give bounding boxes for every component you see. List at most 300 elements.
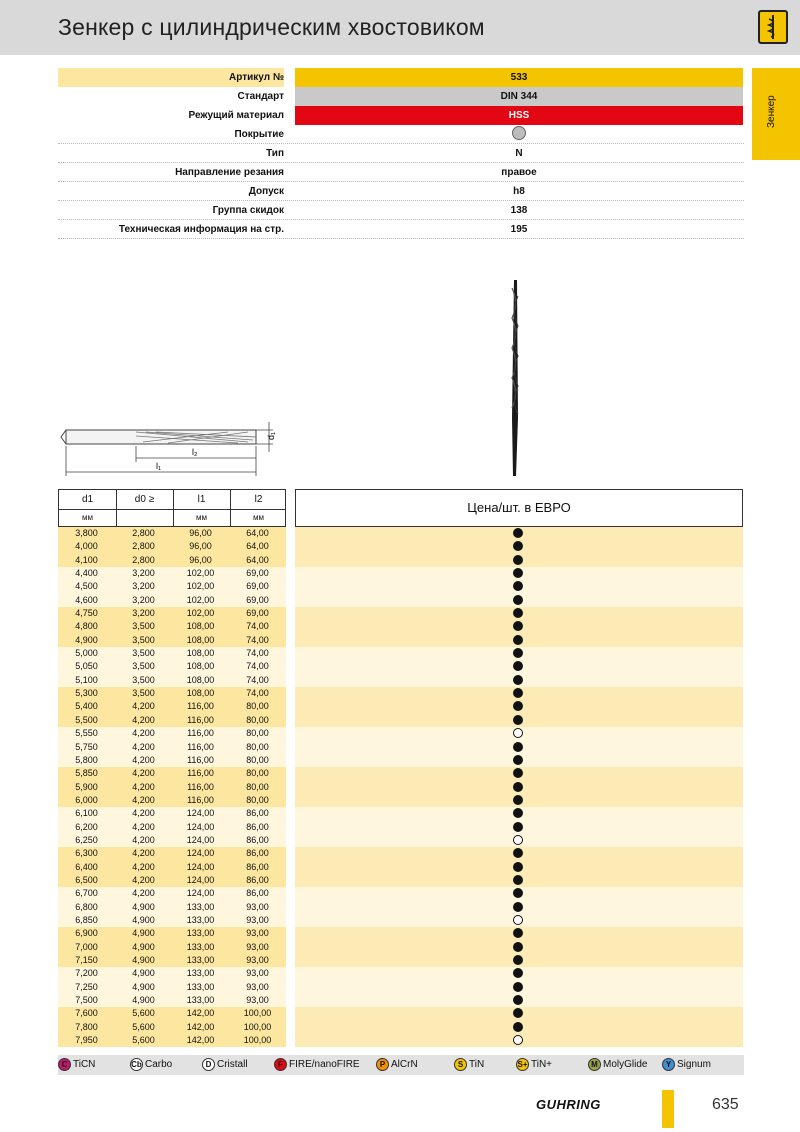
legend-label: Carbo [145,1059,173,1071]
cell-d0: 4,200 [132,714,155,725]
cell-l2: 100,00 [243,1008,272,1019]
table-row[interactable] [58,767,744,780]
cell-l1: 133,00 [186,981,215,992]
cell-d1: 5,800 [75,754,98,765]
cell-d1: 6,200 [75,821,98,832]
in-stock-dot-icon [513,942,523,952]
spec-value: 533 [295,68,743,87]
column-header-l2: l2 [254,494,263,505]
legend-label: TiN [469,1059,485,1071]
cell-l2: 69,00 [246,594,269,605]
cell-d1: 4,000 [75,541,98,552]
cell-l1: 108,00 [186,648,215,659]
table-row[interactable] [58,674,744,687]
in-stock-dot-icon [513,822,523,832]
cell-d0: 3,500 [132,648,155,659]
cell-l2: 64,00 [246,541,269,552]
unit-d1: мм [82,513,93,522]
cell-l1: 133,00 [186,901,215,912]
table-row[interactable] [58,580,744,593]
cell-l1: 142,00 [186,1035,215,1046]
in-stock-dot-icon [513,608,523,618]
cell-l1: 116,00 [187,714,214,725]
unit-l2: мм [253,513,264,522]
column-header-d1: d1 [81,494,94,505]
cell-l1: 102,00 [186,608,215,619]
cell-d1: 7,950 [75,1035,98,1046]
cell-d1: 4,400 [75,568,98,579]
coating-badge-icon: D [202,1058,215,1071]
cell-l2: 80,00 [246,768,269,779]
legend-item [454,1058,484,1072]
cell-l1: 133,00 [186,914,215,925]
cell-d1: 4,800 [75,621,98,632]
cell-l2: 86,00 [246,821,269,832]
spec-label: Покрытие [234,129,284,140]
spec-row [58,163,744,182]
cell-d0: 4,200 [132,781,155,792]
cell-d0: 2,800 [132,528,155,538]
cell-d0: 4,200 [132,808,155,819]
cell-d0: 4,200 [132,754,155,765]
cell-d0: 4,200 [132,741,155,752]
cell-l1: 124,00 [186,861,215,872]
column-header-d0: d0 ≥ [134,494,155,505]
table-row[interactable] [58,594,744,607]
cell-l2: 86,00 [246,834,269,845]
table-row[interactable] [58,1034,744,1047]
cell-l1: 96,00 [189,554,212,565]
table-row[interactable] [58,634,744,647]
cell-l1: 133,00 [186,955,215,965]
cell-d0: 3,200 [132,608,155,619]
in-stock-dot-icon [513,795,523,805]
in-stock-dot-icon [513,902,523,912]
cell-l2: 74,00 [246,634,269,645]
cell-l1: 108,00 [186,688,215,699]
cell-l2: 69,00 [246,568,269,579]
cell-l2: 93,00 [246,995,269,1006]
cell-d1: 3,800 [75,528,98,538]
spec-label: Артикул № [58,68,284,87]
cell-d1: 5,900 [75,781,98,792]
table-row[interactable] [58,727,744,740]
cell-l2: 69,00 [246,581,269,592]
cell-d0: 4,200 [132,861,155,872]
table-row[interactable] [58,540,744,553]
cell-l1: 124,00 [186,848,215,859]
coating-badge-icon: Y [662,1058,675,1071]
spec-value: 195 [510,224,528,235]
cell-l1: 116,00 [187,728,214,739]
cell-l2: 80,00 [246,701,269,712]
cell-l1: 124,00 [186,834,215,845]
dimension-diagram [58,412,288,484]
l2-label: l₂ [192,447,198,457]
spec-row [58,68,744,87]
coating-dot-icon [512,126,526,140]
cell-l2: 64,00 [246,554,269,565]
cell-l1: 108,00 [186,634,215,645]
in-stock-dot-icon [513,742,523,752]
cell-l2: 80,00 [246,741,269,752]
legend-label: AlCrN [391,1059,418,1071]
cell-d1: 5,050 [75,661,98,672]
cell-d0: 4,200 [132,768,155,779]
table-row[interactable] [58,821,744,834]
legend-item [130,1058,172,1072]
spec-row [58,201,744,220]
in-stock-dot-icon [513,675,523,685]
category-tab[interactable] [752,68,800,160]
cell-d0: 3,200 [132,581,155,592]
cell-l1: 133,00 [186,968,215,979]
cell-l2: 80,00 [246,754,269,765]
cell-d1: 4,500 [75,581,98,592]
table-row[interactable] [58,647,744,660]
cell-d1: 4,100 [75,554,98,565]
cell-l2: 100,00 [243,1035,272,1046]
cell-l1: 102,00 [186,594,215,605]
table-row[interactable] [58,994,744,1007]
cell-d1: 4,750 [75,608,98,619]
legend-item [274,1058,360,1072]
cell-l2: 93,00 [246,981,269,992]
spec-label: Техническая информация на стр. [118,224,284,235]
coating-badge-icon: S [454,1058,467,1071]
in-stock-dot-icon [513,1022,523,1032]
cell-d1: 5,550 [75,728,98,739]
cell-l1: 133,00 [186,941,215,952]
on-request-circle-icon [513,1035,523,1045]
cell-l1: 124,00 [186,808,215,819]
cell-d0: 4,900 [132,928,155,939]
spec-value: N [515,148,523,159]
cell-d0: 2,800 [132,554,155,565]
unit-l1: мм [196,513,207,522]
in-stock-dot-icon [513,755,523,765]
table-row[interactable] [58,660,744,673]
cell-l2: 93,00 [246,955,269,965]
table-row[interactable] [58,741,744,754]
legend-label: FIRE/nanoFIRE [289,1059,360,1071]
cell-l2: 74,00 [246,688,269,699]
cell-l2: 74,00 [246,674,269,685]
spec-row [58,144,744,163]
table-row[interactable] [58,967,744,980]
coating-badge-icon: P [376,1058,389,1071]
cell-d1: 7,200 [75,968,98,979]
coating-badge-icon: M [588,1058,601,1071]
cell-d0: 3,200 [132,594,155,605]
table-row[interactable] [58,567,744,580]
in-stock-dot-icon [513,982,523,992]
in-stock-dot-icon [513,995,523,1005]
spec-label: Режущий материал [188,110,284,121]
cell-d1: 7,250 [75,981,98,992]
cell-l2: 64,00 [246,528,269,538]
table-row[interactable] [58,781,744,794]
cell-l1: 116,00 [187,794,214,805]
coating-legend [58,1055,744,1075]
cell-d0: 4,200 [132,728,155,739]
legend-item [202,1058,248,1072]
spec-table [58,68,744,239]
spec-value: DIN 344 [295,87,743,106]
on-request-circle-icon [513,915,523,925]
legend-item [376,1058,418,1072]
spec-value: 138 [510,205,528,216]
cell-d0: 3,500 [132,674,155,685]
cell-d1: 6,700 [75,888,98,899]
cell-d0: 4,200 [132,834,155,845]
page-number: 635 [712,1096,739,1113]
cell-d1: 7,600 [75,1008,98,1019]
in-stock-dot-icon [513,568,523,578]
spec-row [58,87,744,106]
cell-l1: 124,00 [186,874,215,885]
spec-label: Направление резания [175,167,284,178]
cell-l1: 102,00 [186,568,215,579]
in-stock-dot-icon [513,528,523,538]
cell-l1: 96,00 [189,528,212,538]
cell-l1: 116,00 [187,741,214,752]
spec-value: правое [501,167,537,178]
spec-value: h8 [513,186,525,197]
l1-label: l₁ [156,461,162,471]
cell-l1: 142,00 [186,1008,215,1019]
table-row[interactable] [58,794,744,807]
cell-l1: 102,00 [186,581,215,592]
brand-logo: GUHRING [536,1097,601,1112]
spec-label: Тип [266,148,284,159]
cell-l1: 108,00 [186,621,215,632]
dimension-table-header [58,489,286,527]
cell-d0: 4,200 [132,794,155,805]
in-stock-dot-icon [513,595,523,605]
in-stock-dot-icon [513,875,523,885]
cell-d1: 6,800 [75,901,98,912]
cell-d1: 7,800 [75,1021,98,1032]
page-header [0,0,800,55]
cell-l2: 80,00 [246,781,269,792]
cell-l1: 108,00 [186,674,215,685]
coating-badge-icon: S+ [517,1060,528,1069]
table-row[interactable] [58,861,744,874]
cell-d0: 5,600 [132,1035,155,1046]
cell-d1: 6,250 [75,834,98,845]
cell-d0: 4,200 [132,821,155,832]
table-row[interactable] [58,527,744,540]
legend-item [516,1058,552,1072]
table-row[interactable] [58,887,744,900]
table-row[interactable] [58,607,744,620]
cell-d0: 2,800 [132,541,155,552]
cell-d1: 5,000 [75,648,98,659]
cell-d0: 4,900 [132,955,155,965]
cell-d1: 7,150 [75,955,98,965]
cell-l2: 74,00 [246,621,269,632]
table-row[interactable] [58,807,744,820]
cell-d1: 6,000 [75,794,98,805]
cell-d1: 6,400 [75,861,98,872]
in-stock-dot-icon [513,782,523,792]
cell-d0: 3,200 [132,568,155,579]
table-row[interactable] [58,981,744,994]
cell-d0: 3,500 [132,621,155,632]
spec-label: Допуск [248,186,284,197]
cell-l2: 74,00 [246,661,269,672]
cell-l2: 86,00 [246,861,269,872]
table-row[interactable] [58,554,744,567]
cell-d1: 5,300 [75,688,98,699]
spec-row [58,106,744,125]
cell-l2: 93,00 [246,941,269,952]
cell-l1: 124,00 [186,821,215,832]
cell-l1: 116,00 [187,768,214,779]
table-row[interactable] [58,834,744,847]
spec-label: Стандарт [237,91,284,102]
coating-badge-icon: F [274,1058,287,1071]
cell-d1: 6,300 [75,848,98,859]
cell-l1: 108,00 [186,661,215,672]
cell-d0: 4,200 [132,888,155,899]
legend-item [58,1058,95,1072]
cell-d0: 5,600 [132,1021,155,1032]
table-row[interactable] [58,714,744,727]
cell-d1: 7,000 [75,941,98,952]
cell-d0: 4,200 [132,848,155,859]
legend-label: TiN+ [531,1059,553,1071]
cell-d1: 5,100 [75,674,98,685]
cell-d0: 5,600 [132,1008,155,1019]
in-stock-dot-icon [513,635,523,645]
table-row[interactable] [58,620,744,633]
cell-l1: 133,00 [186,995,215,1006]
cell-l2: 86,00 [246,888,269,899]
cell-d1: 5,500 [75,714,98,725]
cell-d1: 5,750 [75,741,98,752]
cell-l2: 69,00 [246,608,269,619]
unit-d0 [116,509,173,527]
cell-d0: 4,200 [132,701,155,712]
cell-d1: 6,850 [75,914,98,925]
in-stock-dot-icon [513,862,523,872]
cell-d0: 4,900 [132,901,155,912]
cell-d1: 5,850 [75,768,98,779]
cell-l2: 86,00 [246,874,269,885]
legend-label: TiCN [73,1059,96,1071]
spec-row [58,125,744,144]
legend-item [662,1058,711,1072]
cell-l2: 100,00 [243,1021,272,1032]
cell-l1: 116,00 [187,701,214,712]
table-row[interactable] [58,954,744,967]
cell-l1: 116,00 [187,754,214,765]
cell-l2: 80,00 [246,794,269,805]
legend-label: Signum [677,1059,711,1071]
cell-d0: 3,500 [132,661,155,672]
spec-row [58,182,744,201]
cell-d0: 4,200 [132,874,155,885]
cell-l2: 86,00 [246,808,269,819]
category-tab-label: Зенкер [766,95,777,128]
table-row[interactable] [58,1007,744,1020]
in-stock-dot-icon [513,715,523,725]
table-row[interactable] [58,754,744,767]
cell-l1: 133,00 [186,928,215,939]
spec-label: Группа скидок [212,205,284,216]
spec-value: HSS [295,106,743,125]
in-stock-dot-icon [513,955,523,965]
drill-product-image [500,278,530,478]
table-row[interactable] [58,700,744,713]
cell-l2: 80,00 [246,714,269,725]
cell-l2: 93,00 [246,901,269,912]
table-row[interactable] [58,941,744,954]
coating-badge-icon: C [58,1058,71,1071]
table-row[interactable] [58,847,744,860]
legend-label: Cristall [217,1059,248,1071]
table-row[interactable] [58,914,744,927]
cell-l2: 93,00 [246,968,269,979]
on-request-circle-icon [513,835,523,845]
column-header-l1: l1 [197,494,206,505]
cell-d0: 3,500 [132,634,155,645]
cell-l1: 116,00 [187,781,214,792]
cell-l1: 142,00 [186,1021,215,1032]
table-row[interactable] [58,901,744,914]
cell-l2: 93,00 [246,928,269,939]
table-row[interactable] [58,927,744,940]
product-table-body [58,527,744,1047]
cell-d1: 5,400 [75,701,98,712]
cell-l1: 124,00 [186,888,215,899]
spec-value [295,125,743,144]
cell-d0: 4,900 [132,968,155,979]
cell-l1: 96,00 [189,541,212,552]
cell-d0: 4,900 [132,914,155,925]
cell-d0: 4,900 [132,941,155,952]
cell-d1: 6,100 [75,808,98,819]
cell-d0: 3,500 [132,688,155,699]
legend-label: MolyGlide [603,1059,648,1071]
cell-d1: 6,500 [75,874,98,885]
spec-row [58,220,744,239]
cell-d0: 4,900 [132,995,155,1006]
legend-item [588,1058,647,1072]
page-title: Зенкер с цилиндрическим хвостовиком [58,14,485,40]
price-column-header: Цена/шт. в ЕВРО [295,489,743,527]
brand-accent-bar [662,1090,674,1128]
d1-label: d₁ [266,431,276,440]
cell-d1: 6,900 [75,928,98,939]
cell-d1: 7,500 [75,995,98,1006]
cell-d0: 4,900 [132,981,155,992]
table-row[interactable] [58,874,744,887]
cell-l2: 80,00 [246,728,269,739]
cell-l2: 93,00 [246,914,269,925]
cell-l2: 86,00 [246,848,269,859]
cell-d1: 4,900 [75,634,98,645]
cell-d1: 4,600 [75,594,98,605]
drill-logo-icon [758,10,788,44]
cell-l2: 74,00 [246,648,269,659]
table-row[interactable] [58,1021,744,1034]
table-row[interactable] [58,687,744,700]
in-stock-dot-icon [513,555,523,565]
coating-badge-icon: Cb [131,1060,142,1069]
